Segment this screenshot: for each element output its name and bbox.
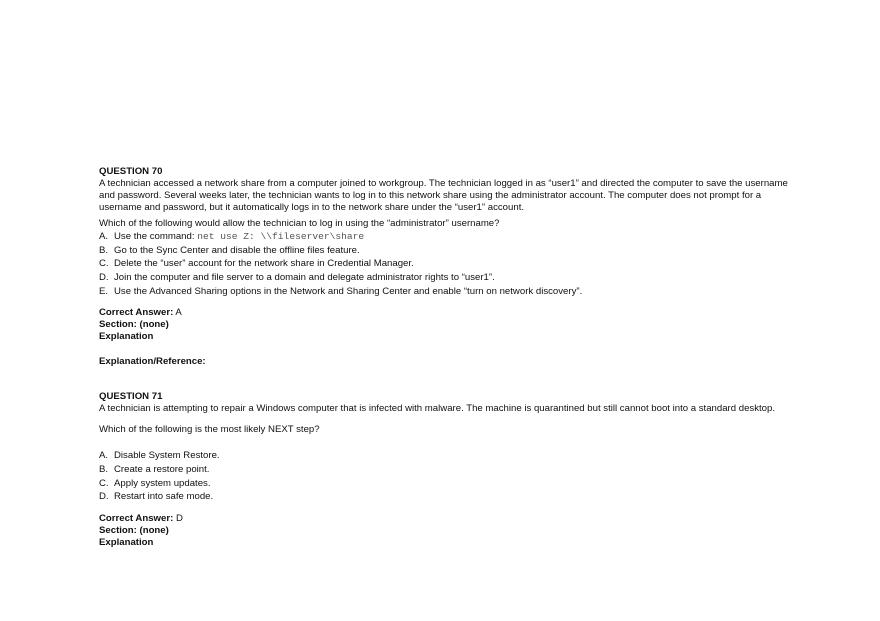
- command-code: net use Z: \\fileserver\share: [197, 230, 365, 242]
- explanation-reference: Explanation/Reference:: [99, 356, 206, 368]
- option-text: Disable System Restore.: [114, 450, 220, 462]
- question-prompt: Which of the following is the most likely NEXT step?: [99, 424, 320, 436]
- option-a: [99, 230, 789, 244]
- option-letter: C.: [99, 477, 109, 489]
- correct-answer-value: A: [175, 307, 182, 319]
- option-letter: C.: [99, 258, 109, 270]
- correct-answer-label: Correct Answer:: [99, 307, 174, 319]
- section-label: Section: (none): [99, 319, 169, 331]
- question-prompt: Which of the following would allow the technician to log in using the “administrator” username?: [99, 218, 500, 229]
- question-body: A technician accessed a network share from a computer joined to workgroup. The technician logged in as “user1” and directed the computer to save the username and password. Several weeks later, the technician wants to log in to this network share using the administrator account. The computer does not prompt for a username and password, but it automatically logs in to the network share under the “user1” account.: [99, 178, 788, 213]
- option-b: [99, 244, 789, 258]
- option-letter: D.: [99, 491, 109, 503]
- question-title: QUESTION 71: [99, 391, 163, 403]
- question-71: [99, 391, 789, 549]
- option-letter: D.: [99, 271, 109, 283]
- explanation-label: Explanation: [99, 537, 154, 549]
- option-d: [99, 271, 789, 285]
- options-list: [99, 449, 789, 504]
- correct-answer: [99, 513, 789, 525]
- option-text: Apply system updates.: [114, 477, 211, 489]
- option-text: Use the Advanced Sharing options in the Network and Sharing Center and enable “turn on network discovery”.: [114, 285, 583, 297]
- option-d: [99, 491, 789, 505]
- option-text: Restart into safe mode.: [114, 491, 214, 503]
- question-70: [99, 166, 789, 368]
- option-c: [99, 257, 789, 271]
- option-text: Go to the Sync Center and disable the offline files feature.: [114, 244, 360, 256]
- correct-answer-value: D: [175, 513, 183, 525]
- question-title: QUESTION 70: [99, 166, 163, 177]
- option-letter: B.: [99, 463, 109, 475]
- option-letter: E.: [99, 285, 109, 297]
- options-list: [99, 230, 789, 298]
- option-letter: B.: [99, 244, 109, 256]
- option-c: [99, 477, 789, 491]
- correct-answer-label: Correct Answer:: [99, 513, 174, 525]
- document-page: [99, 166, 789, 549]
- option-text: Join the computer and file server to a domain and delegate administrator rights to “user1”.: [114, 271, 495, 283]
- option-text: Create a restore point.: [114, 463, 210, 475]
- option-text: Use the command:: [114, 230, 195, 242]
- option-e: [99, 285, 789, 299]
- section-label: Section: (none): [99, 525, 169, 537]
- option-b: [99, 463, 789, 477]
- question-body: A technician is attempting to repair a Windows computer that is infected with malware. The machine is quarantined but still cannot boot into a standard desktop.: [99, 403, 776, 415]
- correct-answer: [99, 307, 789, 319]
- option-letter: A.: [99, 230, 109, 242]
- option-letter: A.: [99, 450, 109, 462]
- option-text: Delete the “user” account for the network share in Credential Manager.: [114, 258, 414, 270]
- explanation-label: Explanation: [99, 331, 154, 343]
- option-a: [99, 449, 789, 463]
